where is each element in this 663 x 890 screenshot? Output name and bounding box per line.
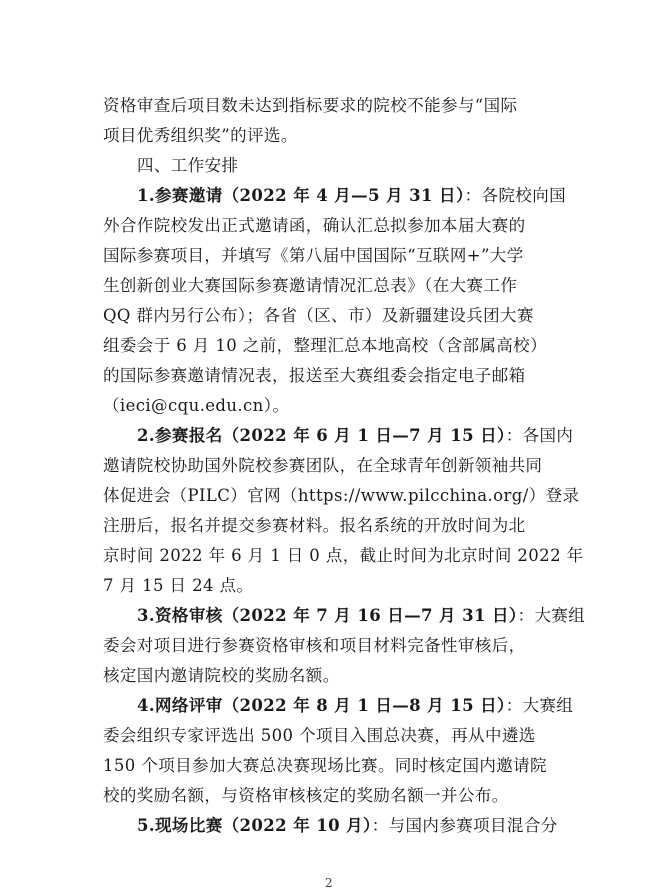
item1-date: （2022 年 4 月—5 月 31 日） xyxy=(222,186,465,205)
item3-line: 委会对项目进行参赛资格审核和项目材料完备性审核后， xyxy=(103,636,526,655)
item4-title: 网络评审 xyxy=(155,696,223,715)
item4-date: （2022 年 8 月 1 日—8 月 15 日） xyxy=(222,696,506,715)
item1-line: QQ 群内另行公布）；各省（区、市）及新疆建设兵团大赛 xyxy=(103,306,534,325)
item5-first-line xyxy=(137,816,573,836)
item5-title: 现场比赛 xyxy=(155,816,223,835)
item1-first-line xyxy=(137,186,573,206)
item1-title: 参赛邀请 xyxy=(155,186,223,205)
item2-line: 邀请院校协助国外院校参赛团队，在全球青年创新领袖共同 xyxy=(103,456,543,475)
item4-line-0: ：大赛组 xyxy=(505,696,574,715)
item4-line: 150 个项目参加大赛总决赛现场比赛。同时核定国内邀请院 xyxy=(103,756,547,775)
item2-title: 参赛报名 xyxy=(155,426,223,445)
item4-number: 4. xyxy=(137,696,156,715)
item1-line: 国际参赛项目，并填写《第八届中国国际“互联网+”大学 xyxy=(103,246,524,265)
section-heading: 四、工作安排 xyxy=(137,156,239,175)
item3-first-line xyxy=(137,606,586,626)
item4-line: 委会组织专家评选出 500 个项目入围总决赛，再从中遴选 xyxy=(103,726,536,745)
item1-line: 组委会于 6 月 10 之前，整理汇总本地高校（含部属高校） xyxy=(103,336,547,355)
item2-url-line: 体促进会（PILC）官网（https://www.pilcchina.org/）登录 xyxy=(103,486,580,505)
item3-line-0: ：大赛组 xyxy=(517,606,586,625)
item3-line: 核定国内邀请院校的奖励名额。 xyxy=(103,666,340,685)
intro-line-2: 项目优秀组织奖”的评选。 xyxy=(103,126,298,145)
item1-number: 1. xyxy=(137,186,156,205)
page-number: 2 xyxy=(325,876,333,890)
item1-line: 外合作院校发出正式邀请函，确认汇总拟参加本届大赛的 xyxy=(103,216,526,235)
item2-line: 京时间 2022 年 6 月 1 日 0 点，截止时间为北京时间 2022 年 xyxy=(103,546,584,565)
item5-number: 5. xyxy=(137,816,156,835)
item1-line: 生创新创业大赛国际参赛邀请情况汇总表》（在大赛工作 xyxy=(103,276,518,295)
item5-line-0: ：与国内参赛项目混合分 xyxy=(371,816,558,835)
item4-first-line xyxy=(137,696,573,716)
item2-line-0: ：各国内 xyxy=(505,426,574,445)
item3-title: 资格审核 xyxy=(155,606,223,625)
item2-line: 注册后，报名并提交参赛材料。报名系统的开放时间为北 xyxy=(103,516,526,535)
item1-line-0: ：各院校向国 xyxy=(464,186,567,205)
item2-first-line xyxy=(137,426,573,446)
item3-date: （2022 年 7 月 16 日—7 月 31 日） xyxy=(222,606,518,625)
item2-date: （2022 年 6 月 1 日—7 月 15 日） xyxy=(222,426,506,445)
item2-line: 7 月 15 日 24 点。 xyxy=(103,576,254,595)
intro-line-1: 资格审查后项目数未达到指标要求的院校不能参与“国际 xyxy=(103,96,518,115)
item3-number: 3. xyxy=(137,606,156,625)
item5-date: （2022 年 10 月） xyxy=(222,816,372,835)
item1-line: 的国际参赛邀请情况表，报送至大赛组委会指定电子邮箱 xyxy=(103,366,526,385)
item2-number: 2. xyxy=(137,426,156,445)
item4-line: 校的奖励名额，与资格审核核定的奖励名额一并公布。 xyxy=(103,786,509,805)
item1-email-line: （ieci@cqu.edu.cn）。 xyxy=(103,396,290,415)
